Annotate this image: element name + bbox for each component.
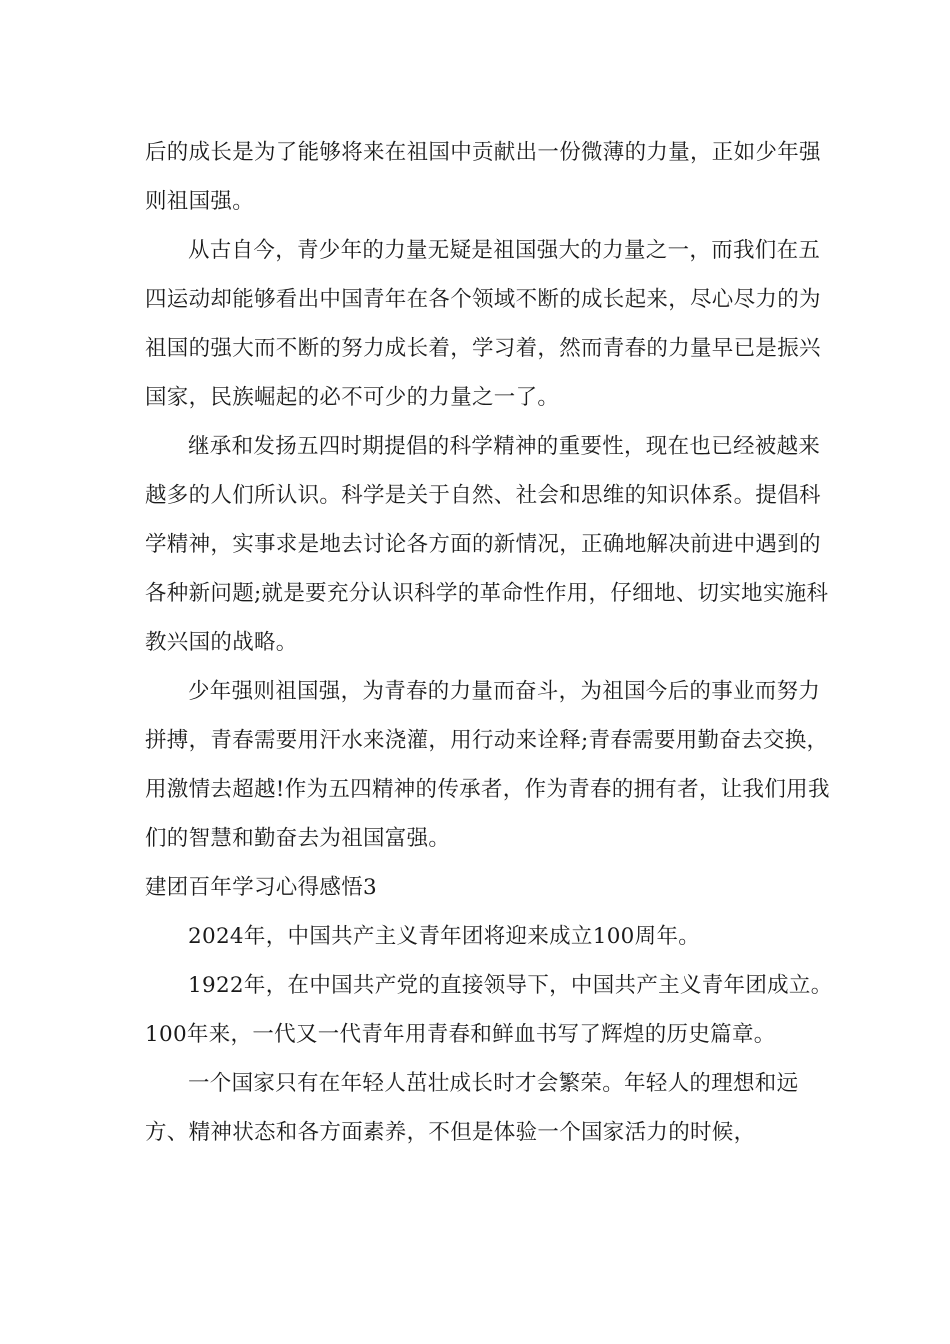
paragraph: 2024年，中国共产主义青年团将迎来成立100周年。 bbox=[188, 924, 701, 949]
paragraph: 从古自今，青少年的力量无疑是祖国强大的力量之一，而我们在五四运动却能够看出中国青年在各个领域不断的成长起来，尽心尽力的为祖国的强大而不断的努力成长着，学习着，然而青春的力量早已是振兴国家，民族崛起的必不可少的力量之一了。 bbox=[145, 238, 821, 410]
section-heading: 建团百年学习心得感悟3 bbox=[145, 875, 377, 900]
paragraph-continued: 后的成长是为了能够将来在祖国中贡献出一份微薄的力量，正如少年强则祖国强。 bbox=[145, 140, 821, 214]
document-body bbox=[145, 128, 835, 1157]
paragraph: 少年强则祖国强，为青春的力量而奋斗，为祖国今后的事业而努力拼搏，青春需要用汗水来浇灌，用行动来诠释;青春需要用勤奋去交换，用激情去超越!作为五四精神的传承者，作为青春的拥有者，让我们用我们的智慧和勤奋去为祖国富强。 bbox=[145, 679, 830, 851]
paragraph: 一个国家只有在年轻人茁壮成长时才会繁荣。年轻人的理想和远方、精神状态和各方面素养，不但是体验一个国家活力的时候， bbox=[145, 1071, 799, 1145]
paragraph: 1922年，在中国共产党的直接领导下，中国共产主义青年团成立。 100年来，一代又一代青年用青春和鲜血书写了辉煌的历史篇章。 bbox=[145, 973, 833, 1047]
paragraph: 继承和发扬五四时期提倡的科学精神的重要性，现在也已经被越来越多的人们所认识。科学是关于自然、社会和思维的知识体系。提倡科学精神，实事求是地去讨论各方面的新情况，正确地解决前进中遇到的各种新问题;就是要充分认识科学的革命性作用，仔细地、切实地实施科教兴国的战略。 bbox=[145, 434, 829, 655]
